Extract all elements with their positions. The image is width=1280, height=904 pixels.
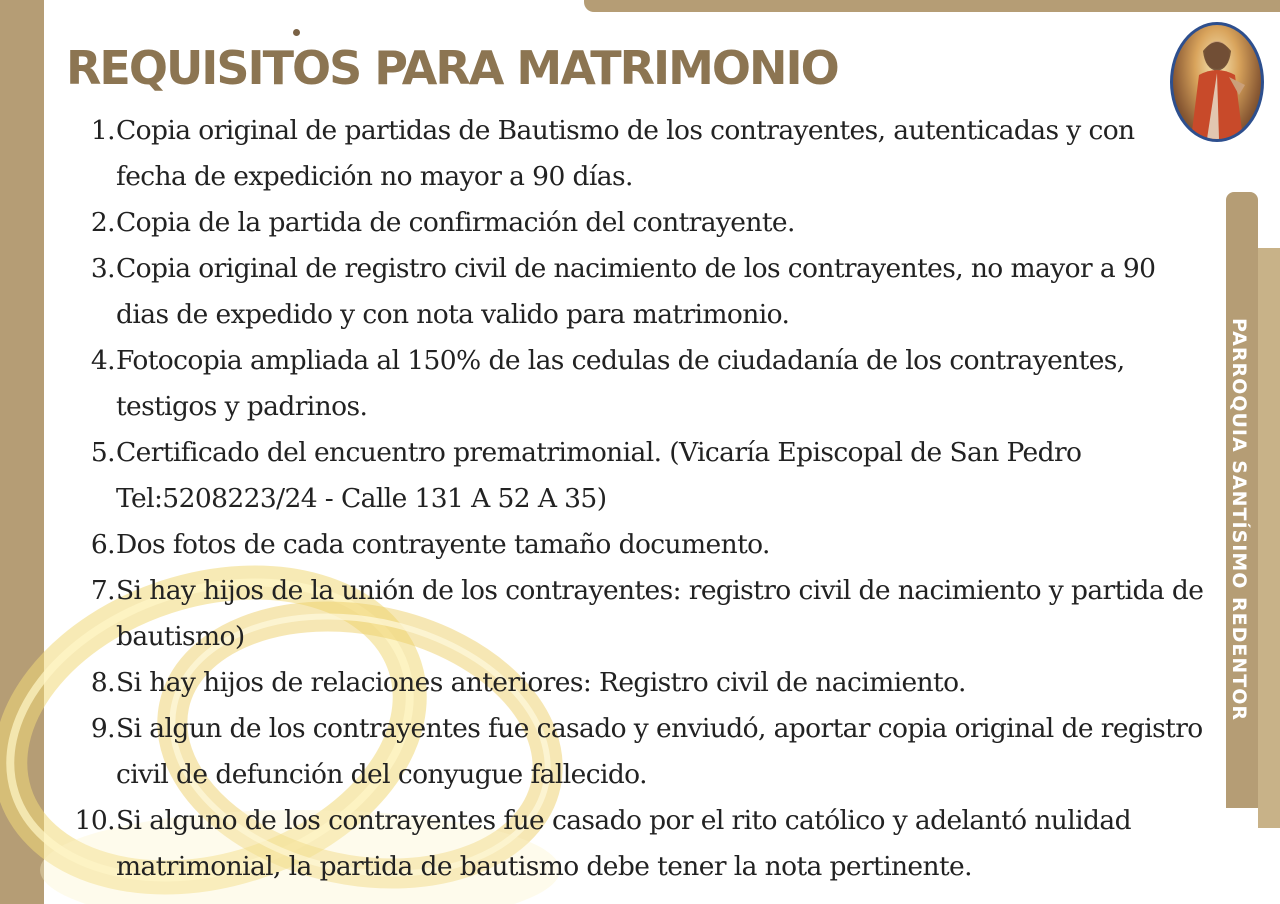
requirement-number: 10. <box>74 805 115 836</box>
requirement-number: 5. <box>90 437 115 468</box>
requirement-number: 9. <box>90 713 115 744</box>
requirement-item <box>60 660 1210 706</box>
requirement-number: 1. <box>90 115 115 146</box>
side-banner-shadow <box>1258 248 1280 828</box>
requirement-text: Si hay hijos de la unión de los contrayentes: registro civil de nacimiento y partida de bautismo) <box>116 575 1204 652</box>
requirement-item <box>60 108 1210 200</box>
requirement-item <box>60 430 1210 522</box>
requirement-number: 2. <box>90 207 115 238</box>
requirement-item <box>60 246 1210 338</box>
requirement-number: 6. <box>90 529 115 560</box>
parish-name: PARROQUIA SANTÍSIMO REDENTOR <box>1228 318 1250 722</box>
requirement-text: Si algun de los contrayentes fue casado y enviudó, aportar copia original de registro civil de defunción del conyugue fallecido. <box>116 713 1203 790</box>
requirement-number: 4. <box>90 345 115 376</box>
requirement-text: Copia de la partida de confirmación del contrayente. <box>116 207 795 238</box>
requirement-text: Certificado del encuentro prematrimonial. (Vicaría Episcopal de San Pedro Tel:5208223/24 - Calle 131 A 52 A 35) <box>116 437 1082 514</box>
requirement-text: Si alguno de los contrayentes fue casado por el rito católico y adelantó nulidad matrimonial, la partida de bautismo debe tener la nota pertinente. <box>116 805 1131 882</box>
requirement-item <box>60 522 1210 568</box>
requirement-text: Copia original de registro civil de nacimiento de los contrayentes, no mayor a 90 dias de expedido y con nota valido para matrimonio. <box>116 253 1156 330</box>
requirements-list <box>60 108 1210 890</box>
requirement-item <box>60 706 1210 798</box>
requirement-item <box>60 338 1210 430</box>
left-frame-border <box>0 0 44 904</box>
requirement-number: 7. <box>90 575 115 606</box>
requirement-number: 8. <box>90 667 115 698</box>
requirement-number: 3. <box>90 253 115 284</box>
requirement-item <box>60 798 1210 890</box>
requirement-item <box>60 568 1210 660</box>
requirement-text: Fotocopia ampliada al 150% de las cedulas de ciudadanía de los contrayentes, testigos y padrinos. <box>116 345 1125 422</box>
requirement-text: Si hay hijos de relaciones anteriores: Registro civil de nacimiento. <box>116 667 966 698</box>
page-title: REQUISITOS PARA MATRIMONIO <box>66 41 838 95</box>
requirement-item <box>60 200 1210 246</box>
requirement-text: Copia original de partidas de Bautismo de los contrayentes, autenticadas y con fecha de expedición no mayor a 90 días. <box>116 115 1135 192</box>
title-ornament-dot <box>293 29 300 36</box>
top-frame-border <box>584 0 1280 12</box>
requirement-text: Dos fotos de cada contrayente tamaño documento. <box>116 529 770 560</box>
